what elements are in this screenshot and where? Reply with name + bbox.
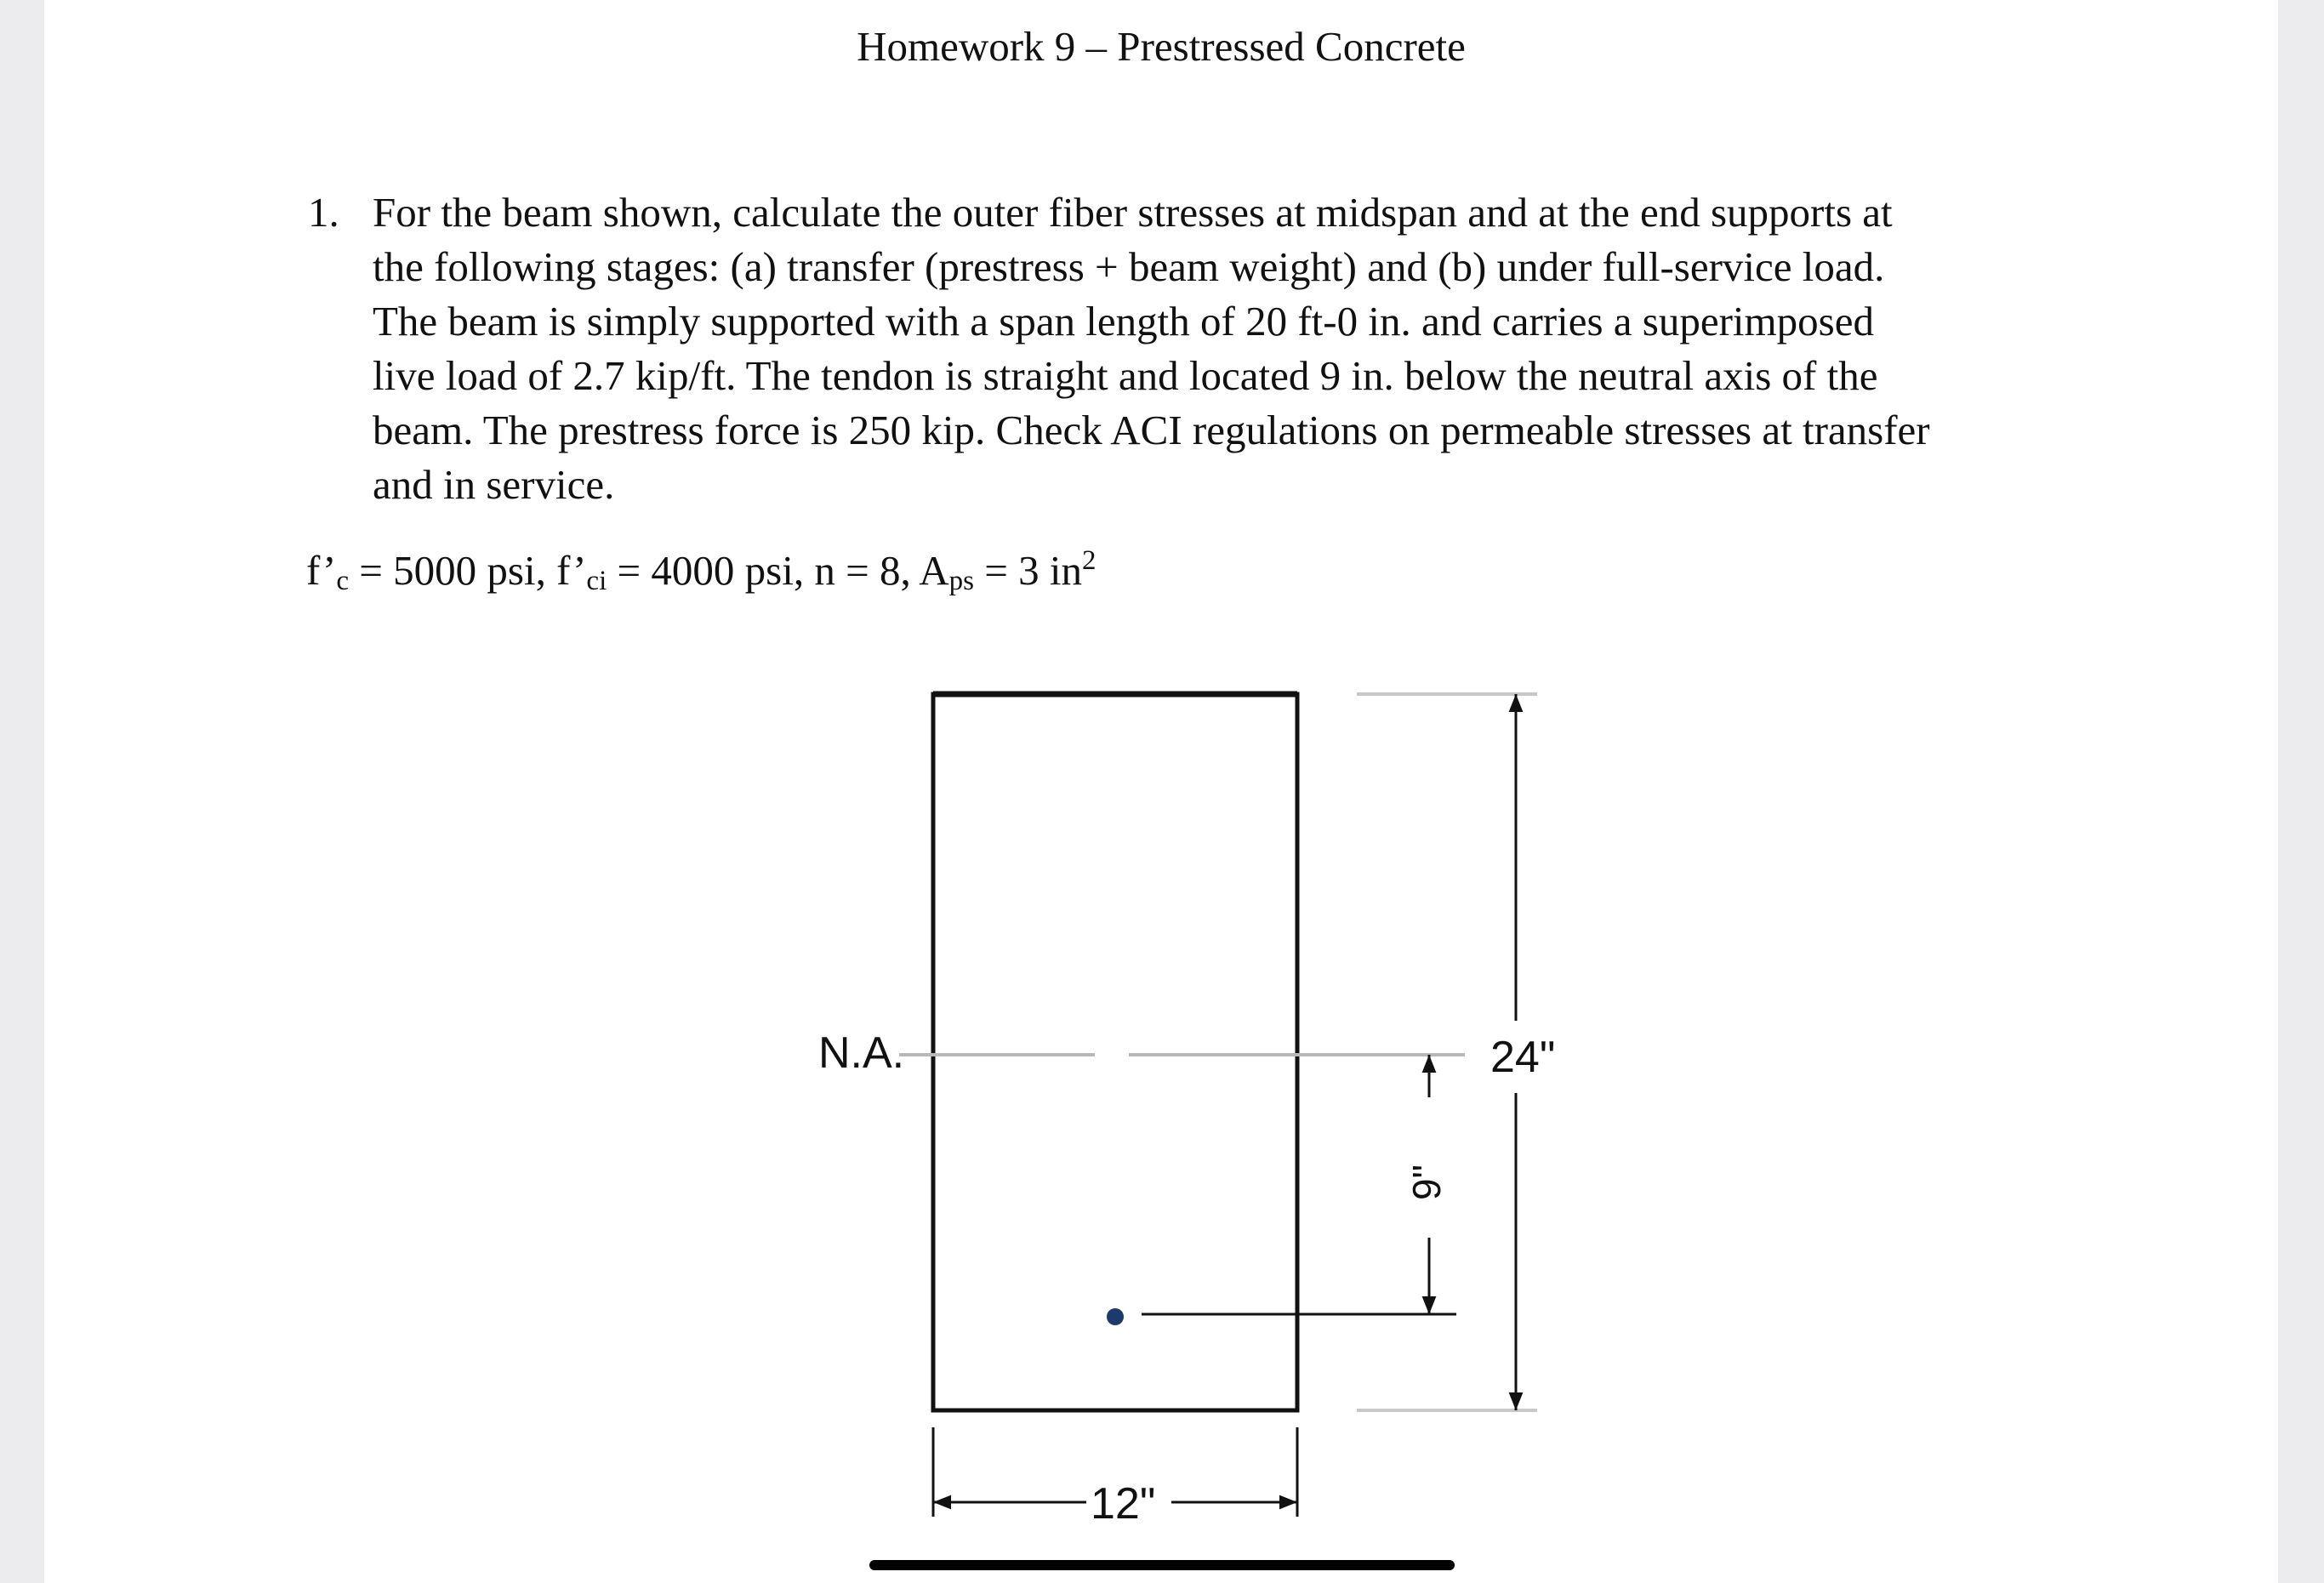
home-indicator[interactable] <box>869 1560 1455 1570</box>
fc-subscript: c <box>336 566 349 596</box>
beam-outline <box>933 694 1297 1410</box>
neutral-axis-label: N.A. <box>818 1028 905 1078</box>
fci-subscript: ci <box>586 566 607 596</box>
aps-subscript: ps <box>948 566 974 596</box>
question-line: live load of 2.7 kip/ft. The tendon is straight and located 9 in. below the neutral axis of the <box>373 352 1878 399</box>
question-line: The beam is simply supported with a span length of 20 ft-0 in. and carries a superimposed <box>373 298 1874 345</box>
eccentricity-label: 9" <box>1404 1164 1449 1200</box>
question-line: For the beam shown, calculate the outer fiber stresses at midspan and at the end supports at <box>373 189 1893 236</box>
aps-value: = 3 in <box>973 547 1082 594</box>
question-line: and in service. <box>373 461 615 508</box>
fci-value: = 4000 psi, n = 8, <box>607 547 920 594</box>
aps-exponent: 2 <box>1081 545 1096 576</box>
document-title: Homework 9 – Prestressed Concrete <box>857 23 1466 70</box>
fc-symbol: f’ <box>306 547 337 594</box>
height-label: 24" <box>1490 1033 1556 1082</box>
aps-symbol: A <box>919 547 949 594</box>
width-label: 12" <box>1091 1479 1156 1529</box>
fci-symbol: f’ <box>556 547 587 594</box>
tendon-dot <box>1107 1308 1124 1325</box>
beam-section-figure <box>44 0 2278 1583</box>
question-number: 1. <box>308 189 339 236</box>
question-line: the following stages: (a) transfer (prestress + beam weight) and (b) under full-service load. <box>373 243 1885 290</box>
question-line: beam. The prestress force is 250 kip. Check ACI regulations on permeable stresses at transfer <box>373 407 1930 453</box>
document-page <box>44 0 2278 1583</box>
fc-value: = 5000 psi, <box>349 547 557 594</box>
